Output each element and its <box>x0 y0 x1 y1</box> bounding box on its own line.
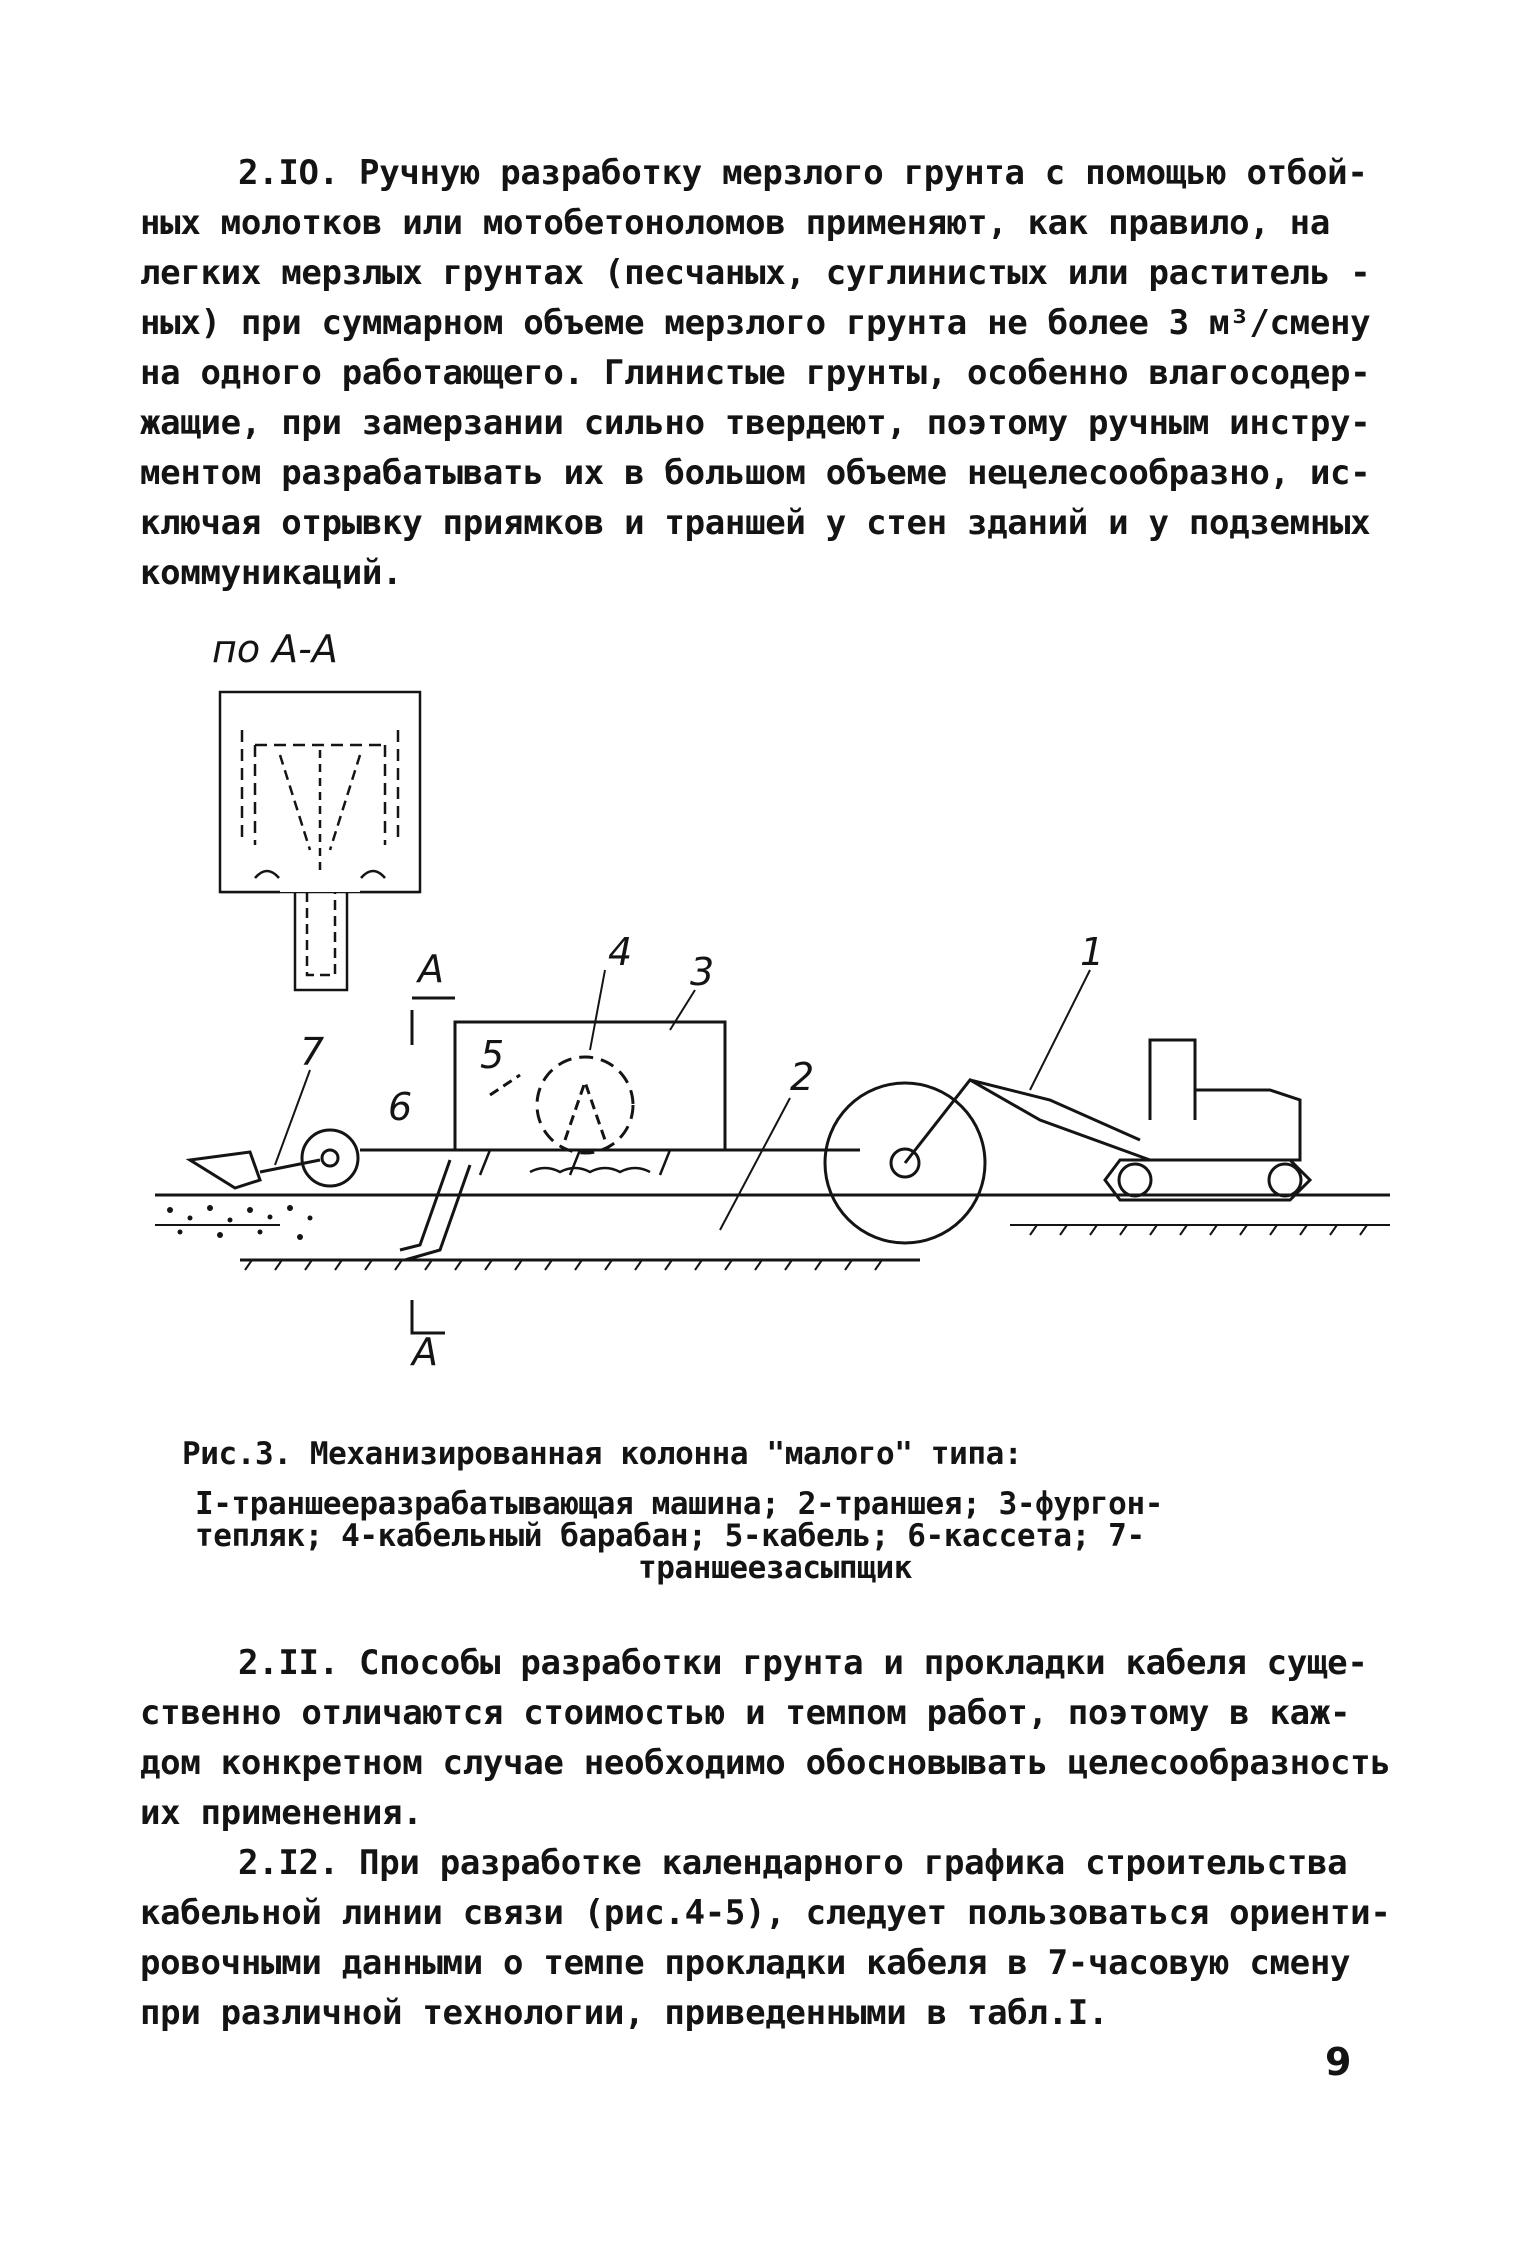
text-line: на одного работающего. Глинистые грунты, особенно влагосодер- <box>140 353 1371 393</box>
text-line: дом конкретном случае необходимо обосновывать целесообразность <box>140 1743 1391 1783</box>
callout-6: 6 <box>388 1085 413 1129</box>
text-line: коммуникаций. <box>140 553 403 593</box>
figure-mechanized-column <box>150 620 1410 1390</box>
paragraph-2-11 <box>140 1638 1410 1838</box>
caption-line: I-траншееразрабатывающая машина; 2-траншея; 3-фургон- <box>195 1486 1163 1522</box>
figure-drawing <box>150 620 1410 1390</box>
figure-caption-body <box>195 1488 1315 1584</box>
text-line: ных молотков или мотобетоноломов применяют, как правило, на <box>140 203 1331 243</box>
text-line: ных) при суммарном объеме мерзлого грунта не более 3 м³/смену <box>140 303 1371 343</box>
page-number: 9 <box>1325 2040 1352 2084</box>
text-line: при различной технологии, приведенными в табл.I. <box>140 1993 1109 2033</box>
text-line: легких мерзлых грунтах (песчаных, суглинистых или раститель - <box>140 253 1371 293</box>
paragraph-2-12 <box>140 1838 1410 2038</box>
text-line: жащие, при замерзании сильно твердеют, поэтому ручным инстру- <box>140 403 1371 443</box>
section-label: по А-А <box>212 627 338 671</box>
callout-4: 4 <box>608 930 633 974</box>
text-line: 2.II. Способы разработки грунта и прокладки кабеля суще- <box>238 1643 1368 1683</box>
figure-caption-title: Рис.3. Механизированная колонна "малого" типа: <box>182 1436 1023 1472</box>
cut-mark-top: А <box>418 947 444 991</box>
caption-line: тепляк; 4-кабельный барабан; 5-кабель; 6-кассета; 7- <box>195 1518 1145 1554</box>
paragraph-2-10 <box>140 148 1410 598</box>
callout-2: 2 <box>790 1055 815 1099</box>
machine-column-drawing <box>155 970 1390 1270</box>
section-view <box>220 692 420 990</box>
text-line: ровочными данными о темпе прокладки кабеля в 7-часовую смену <box>140 1943 1351 1983</box>
caption-line: траншеезасыпщик <box>638 1550 912 1586</box>
text-line: ственно отличаются стоимостью и темпом работ, поэтому в каж- <box>140 1693 1351 1733</box>
text-line: ключая отрывку приямков и траншей у стен зданий и у подземных <box>140 503 1371 543</box>
text-line: кабельной линии связи (рис.4-5), следует пользоваться ориенти- <box>140 1893 1391 1933</box>
text-line: 2.IO. Ручную разработку мерзлого грунта с помощью отбой- <box>238 153 1368 193</box>
callout-3: 3 <box>690 950 715 994</box>
callout-1: 1 <box>1080 930 1105 974</box>
callout-5: 5 <box>480 1033 505 1077</box>
text-line: 2.I2. При разработке календарного графика строительства <box>238 1843 1348 1883</box>
callout-7: 7 <box>300 1030 325 1074</box>
text-line: ментом разрабатывать их в большом объеме нецелесообразно, ис- <box>140 453 1371 493</box>
cut-mark-bottom: А <box>412 1330 438 1374</box>
text-line: их применения. <box>140 1793 423 1833</box>
